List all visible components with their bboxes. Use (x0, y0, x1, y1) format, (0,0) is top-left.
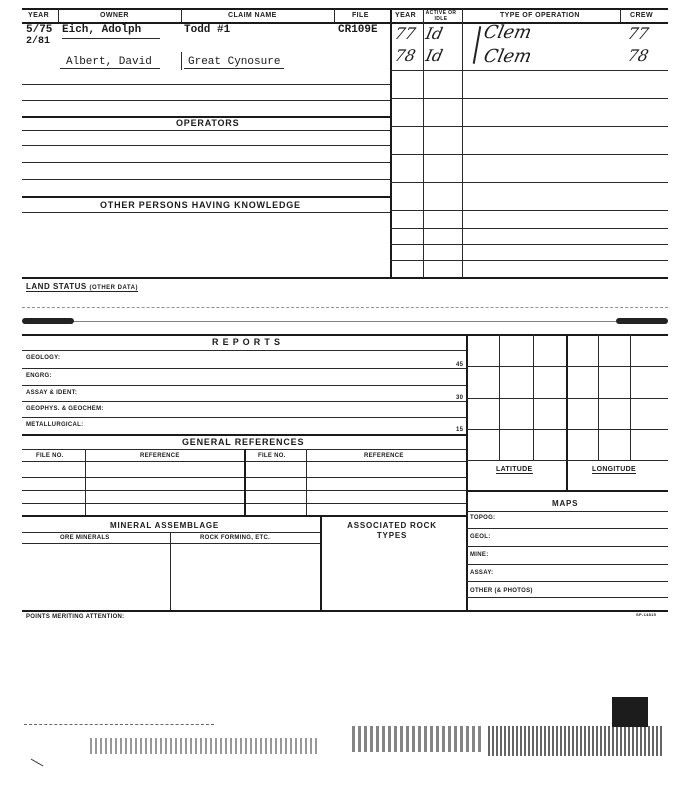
points-meriting-attention: POINTS MERITING ATTENTION: (26, 614, 125, 620)
map-geol: GEOL: (470, 534, 491, 540)
section-operators: OPERATORS (176, 118, 240, 128)
activity-row-2-status: Id (423, 46, 445, 65)
header-type-of-operation: TYPE OF OPERATION (500, 12, 580, 19)
form-number: SP-14815 (636, 612, 657, 617)
activity-row-2-operation: Clem (481, 46, 534, 67)
header-active-idle: ACTIVE OR IDLE (425, 10, 457, 22)
ref-header-file-no-2: FILE NO. (258, 453, 286, 459)
header-crew: CREW (630, 12, 653, 19)
map-assay: ASSAY: (470, 570, 494, 576)
section-associated-rock-types: ASSOCIATED ROCK TYPES (347, 521, 437, 540)
activity-row-2-crew: 78 (625, 46, 651, 65)
header-year: YEAR (28, 12, 50, 19)
ref-header-reference: REFERENCE (140, 453, 180, 459)
claim-row-2-year: 2/81 (26, 36, 51, 47)
report-geology-num: 45 (456, 362, 464, 368)
header-year-2: YEAR (395, 12, 417, 19)
claim-row-1-claim: Todd #1 (184, 24, 231, 36)
claim-row-1-year: 5/75 (26, 24, 53, 36)
header-claim-name: CLAIM NAME (228, 12, 277, 19)
header-owner: OWNER (100, 12, 129, 19)
section-maps: MAPS (552, 499, 579, 508)
section-general-references: GENERAL REFERENCES (182, 437, 305, 447)
rock-forming-header: ROCK FORMING, ETC. (200, 535, 271, 541)
report-metallurgical-num: 15 (456, 427, 464, 433)
claim-row-2-claim: Great Cynosure (188, 56, 281, 68)
report-assay: ASSAY & IDENT: (26, 390, 78, 396)
section-land-status (26, 282, 138, 292)
claim-row-2-owner: Albert, David (66, 56, 152, 68)
map-mine: MINE: (470, 552, 489, 558)
report-assay-num: 30 (456, 395, 464, 401)
section-mineral-assemblage: MINERAL ASSEMBLAGE (110, 521, 220, 530)
land-status-sub: (OTHER DATA) (89, 285, 138, 291)
activity-row-1-year: 77 (392, 24, 418, 43)
ore-minerals-header: ORE MINERALS (60, 535, 110, 541)
report-metallurgical: METALLURGICAL: (26, 422, 84, 428)
latitude-label: LATITUDE (496, 466, 533, 473)
map-topog: TOPOG: (470, 515, 496, 521)
claim-row-1-file: CR109E (338, 24, 378, 36)
header-file: FILE (352, 12, 369, 19)
ref-header-reference-2: REFERENCE (364, 453, 404, 459)
report-geology: GEOLOGY: (26, 355, 61, 361)
longitude-label: LONGITUDE (592, 466, 636, 473)
ref-header-file-no: FILE NO. (36, 453, 64, 459)
activity-row-1-operation: Clem (481, 22, 534, 43)
section-reports: R E P O R T S (212, 337, 281, 347)
report-engrg: ENGRG: (26, 373, 52, 379)
activity-row-1-crew: 77 (625, 24, 651, 43)
land-status-title: LAND STATUS (26, 282, 87, 291)
map-other: OTHER (& PHOTOS) (470, 588, 533, 594)
claim-row-1-owner: Eich, Adolph (62, 24, 142, 36)
activity-row-1-status: Id (423, 24, 445, 43)
report-geophys: GEOPHYS. & GEOCHEM: (26, 406, 104, 412)
activity-row-2-year: 78 (392, 46, 418, 65)
section-other-persons: OTHER PERSONS HAVING KNOWLEDGE (100, 200, 301, 210)
